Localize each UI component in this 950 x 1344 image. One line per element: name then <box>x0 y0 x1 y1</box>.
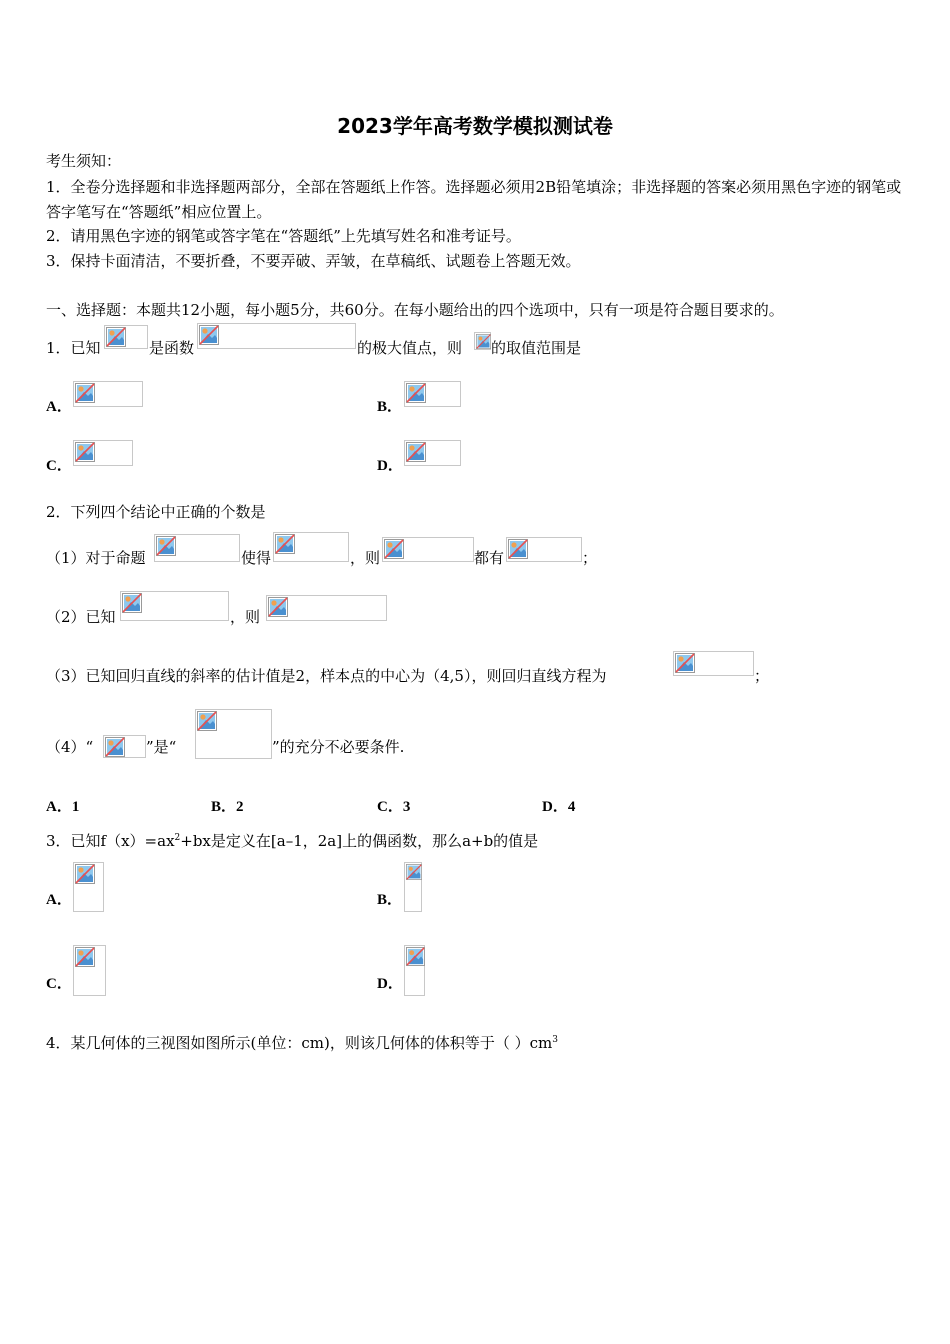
q4-stem-sup: 3 <box>552 1035 559 1045</box>
q3-option-d: D． <box>377 976 403 992</box>
formula-image <box>266 595 387 621</box>
q2-s2-text-2: ，则 <box>230 608 261 626</box>
q2-option-a: A．1 <box>46 799 80 815</box>
q1-option-d: D． <box>377 458 403 474</box>
formula-image <box>506 537 582 562</box>
q2-s3-text-2: ； <box>754 667 770 685</box>
formula-image <box>154 534 240 562</box>
q3-stem-a: 3．已知f（x）=ax <box>46 832 175 850</box>
notice-item-1: 1．全卷分选择题和非选择题两部分，全部在答题纸上作答。选择题必须用2B铅笔填涂；非选择题的答案必须用黑色字迹的钢笔或答字笔写在“答题纸”相应位置上。 <box>46 178 902 221</box>
q3-stem-sup: 2 <box>174 833 181 843</box>
formula-image <box>404 862 422 912</box>
formula-image <box>120 591 229 621</box>
q1-text-1: 1．已知 <box>46 339 101 357</box>
q2-option-d: D．4 <box>542 799 576 815</box>
q2-s4-text-1: （4）“ <box>46 738 94 756</box>
q2-s1-text-1: （1）对于命题 <box>46 549 146 567</box>
q3-stem <box>46 831 538 851</box>
formula-image <box>673 651 754 676</box>
q2-s3-text-1: （3）已知回归直线的斜率的估计值是2，样本点的中心为（4,5），则回归直线方程为 <box>46 667 607 685</box>
formula-image <box>197 323 356 349</box>
q1-option-b: B． <box>377 399 403 415</box>
formula-image <box>73 440 133 466</box>
formula-image <box>104 325 148 349</box>
q4-stem-text: 4．某几何体的三视图如图所示(单位：cm)，则该几何体的体积等于（ ）cm <box>46 1034 553 1052</box>
notice-heading: 考生须知： <box>46 152 122 170</box>
q2-stem: 2．下列四个结论中正确的个数是 <box>46 503 266 521</box>
q1-text-3: 的极大值点，则 <box>357 339 463 357</box>
formula-image <box>404 945 425 996</box>
q2-s2-text-1: （2）已知 <box>46 608 116 626</box>
q4-stem <box>46 1033 558 1053</box>
q3-option-c: C． <box>46 976 72 992</box>
formula-image <box>73 862 104 912</box>
notice-item-2: 2．请用黑色字迹的钢笔或答字笔在“答题纸”上先填写姓名和准考证号。 <box>46 227 521 245</box>
formula-image <box>73 945 106 996</box>
q1-text-2: 是函数 <box>149 339 195 357</box>
section-heading: 一、选择题：本题共12小题，每小题5分，共60分。在每小题给出的四个选项中，只有一项是符合题目要求的。 <box>46 301 784 319</box>
q2-s1-text-3: ，则 <box>350 549 381 567</box>
formula-image <box>474 332 491 350</box>
formula-image <box>404 381 461 407</box>
formula-image <box>103 735 146 758</box>
q2-s4-text-2: ”是“ <box>146 738 177 756</box>
q2-option-c: C．3 <box>377 799 411 815</box>
q1-text-4: 的取值范围是 <box>491 339 582 357</box>
q2-s1-text-4: 都有 <box>474 549 505 567</box>
q3-stem-b: +bx是定义在[a–1，2a]上的偶函数，那么a+b的值是 <box>180 832 539 850</box>
formula-image <box>195 709 272 759</box>
formula-image <box>382 537 474 562</box>
q3-option-b: B． <box>377 892 403 908</box>
q2-s4-text-3: ”的充分不必要条件. <box>272 738 405 756</box>
q2-option-b: B．2 <box>211 799 244 815</box>
formula-image <box>273 532 349 562</box>
q2-s1-text-5: ； <box>582 549 598 567</box>
page-title: 2023学年高考数学模拟测试卷 <box>337 114 613 138</box>
q1-option-a: A． <box>46 399 72 415</box>
formula-image <box>73 381 143 407</box>
q2-s1-text-2: 使得 <box>241 549 272 567</box>
q3-option-a: A． <box>46 892 72 908</box>
formula-image <box>404 440 461 466</box>
q1-option-c: C． <box>46 458 72 474</box>
notice-item-3: 3．保持卡面清洁，不要折叠，不要弄破、弄皱，在草稿纸、试题卷上答题无效。 <box>46 252 581 270</box>
